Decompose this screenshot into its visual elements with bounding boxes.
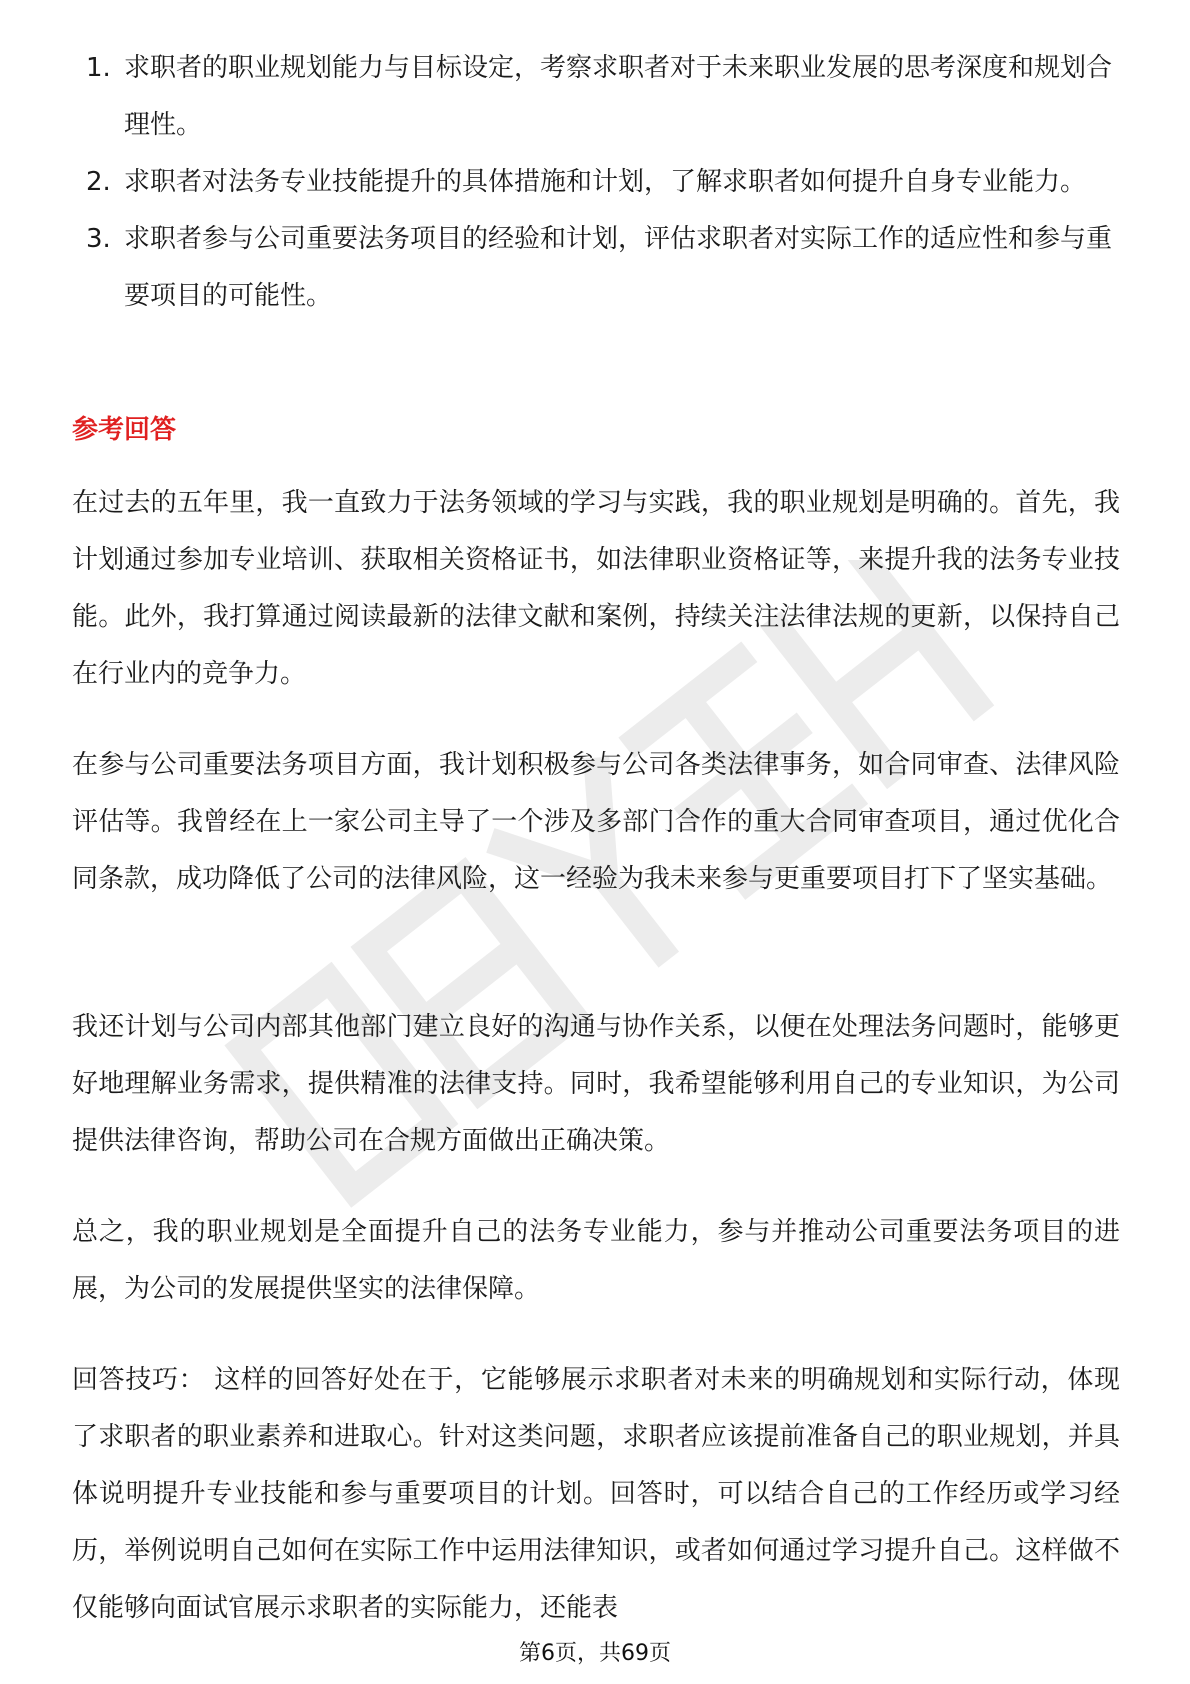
page-footer: 第6页，共69页 xyxy=(519,1641,671,1666)
list-item xyxy=(72,211,1120,325)
list-item-text: 求职者的职业规划能力与目标设定，考察求职者对于未来职业发展的思考深度和规划合理性。 xyxy=(124,53,1113,140)
list-item-text: 求职者参与公司重要法务项目的经验和计划，评估求职者对实际工作的适应性和参与重要项目的可能性。 xyxy=(124,224,1113,311)
list-item xyxy=(72,154,1120,211)
question-list xyxy=(72,40,1120,325)
answer-paragraph: 在过去的五年里，我一直致力于法务领域的学习与实践，我的职业规划是明确的。首先，我计划通过参加专业培训、获取相关资格证书，如法律职业资格证等，来提升我的法务专业技能。此外，我打算通过阅读最新的法律文献和案例，持续关注法律法规的更新，以保持自己在行业内的竞争力。 xyxy=(72,488,1120,689)
list-number: 1. xyxy=(86,53,111,83)
answer-paragraph: 我还计划与公司内部其他部门建立良好的沟通与协作关系，以便在处理法务问题时，能够更好地理解业务需求，提供精准的法律支持。同时，我希望能够利用自己的专业知识，为公司提供法律咨询，帮助公司在合规方面做出正确决策。 xyxy=(72,1012,1120,1156)
answer-paragraph: 在参与公司重要法务项目方面，我计划积极参与公司各类法律事务，如合同审查、法律风险评估等。我曾经在上一家公司主导了一个涉及多部门合作的重大合同审查项目，通过优化合同条款，成功降低了公司的法律风险，这一经验为我未来参与更重要项目打下了坚实基础。 xyxy=(72,750,1120,894)
list-number: 3. xyxy=(86,224,111,254)
answer-paragraph: 总之，我的职业规划是全面提升自己的法务专业能力，参与并推动公司重要法务项目的进展，为公司的发展提供坚实的法律保障。 xyxy=(72,1217,1120,1304)
list-item xyxy=(72,40,1120,154)
section-title: 参考回答 xyxy=(72,415,177,445)
list-number: 2. xyxy=(86,167,111,197)
answer-tips-paragraph: 回答技巧： 这样的回答好处在于，它能够展示求职者对未来的明确规划和实际行动，体现了求职者的职业素养和进取心。针对这类问题，求职者应该提前准备自己的职业规划，并具体说明提升专业技能和参与重要项目的计划。回答时，可以结合自己的工作经历或学习经历，举例说明自己如何在实际工作中运用法律知识，或者如何通过学习提升自己。这样做不仅能够向面试官展示求职者的实际能力，还能表 xyxy=(72,1365,1120,1623)
list-item-text: 求职者对法务专业技能提升的具体措施和计划，了解求职者如何提升自身专业能力。 xyxy=(124,167,1087,197)
